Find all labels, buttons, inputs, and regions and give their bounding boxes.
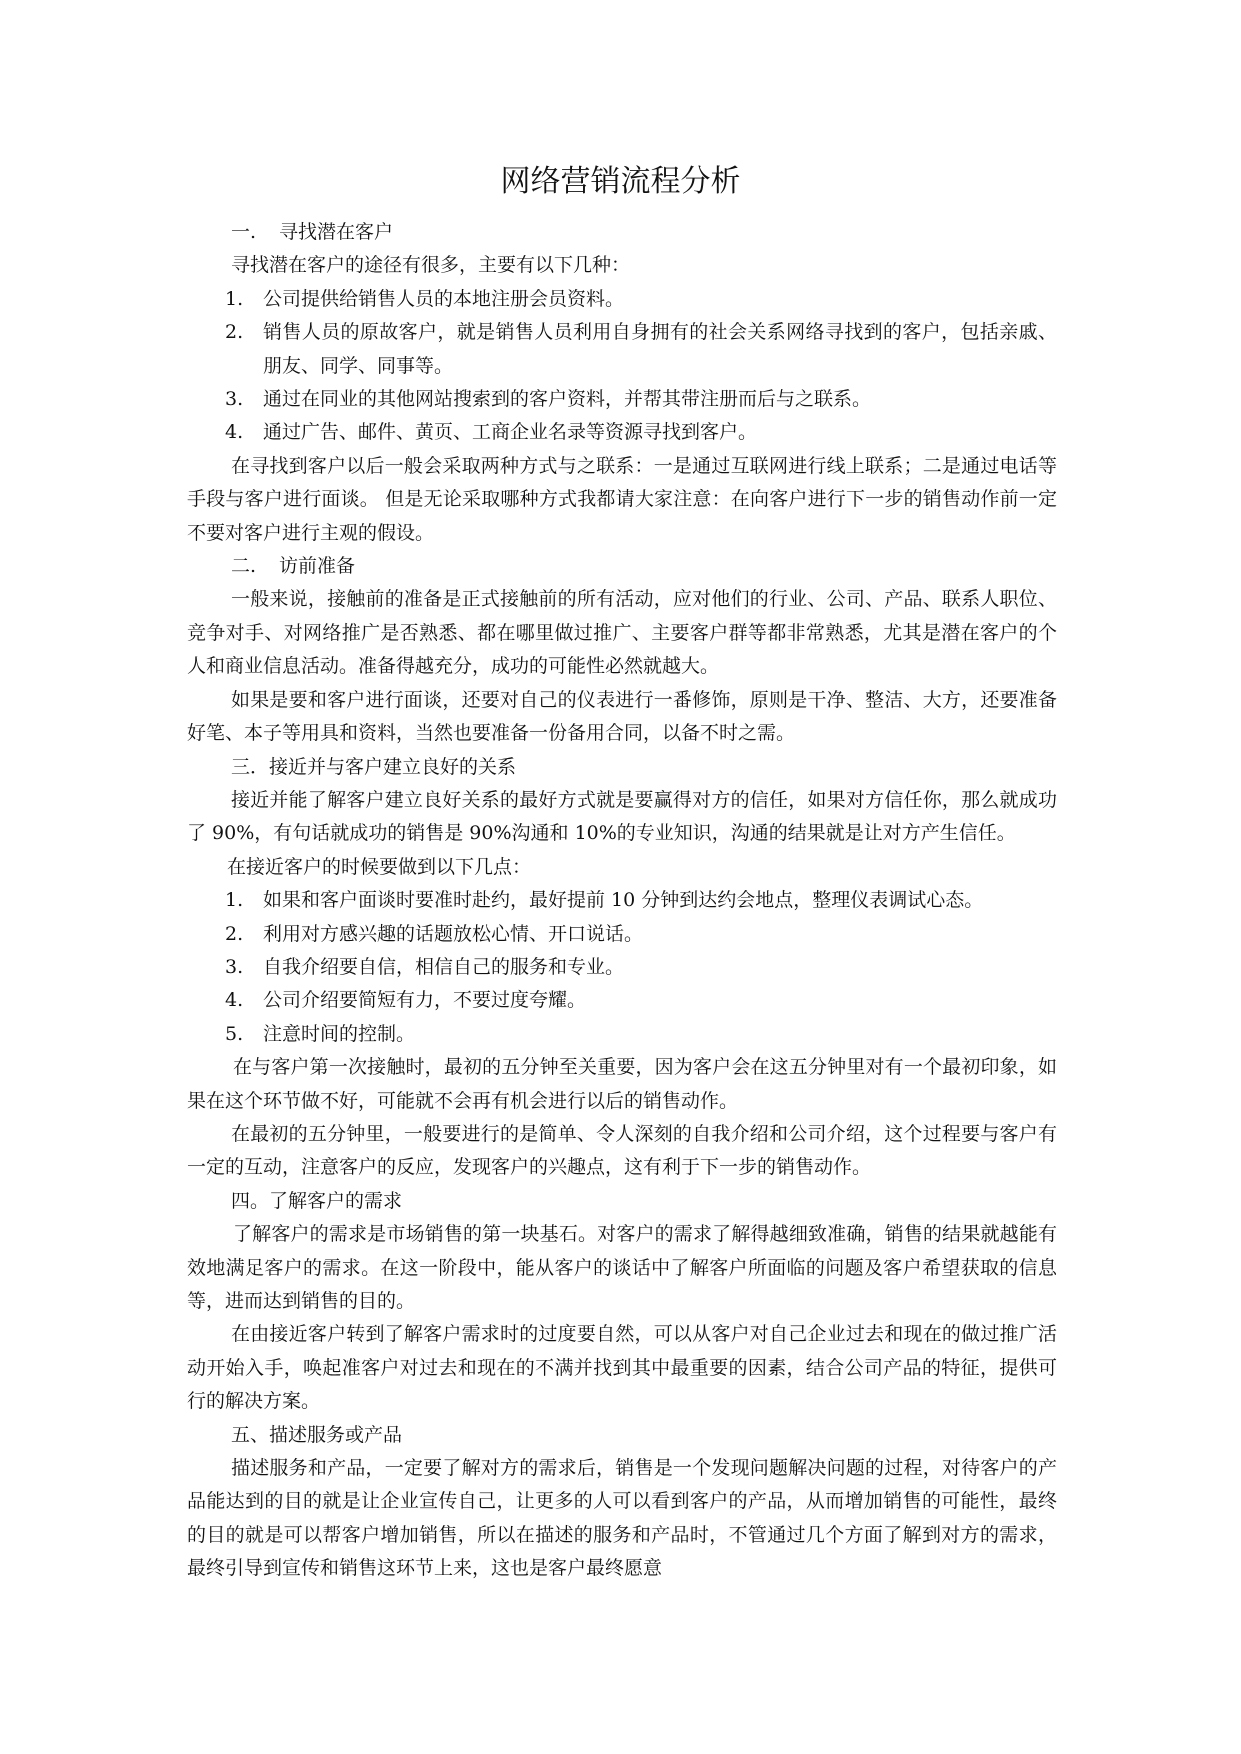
list-item-text: 注意时间的控制。: [263, 1022, 416, 1045]
section-5-heading: 五、描述服务或产品: [231, 1423, 403, 1446]
section-3-paragraph-2: 在与客户第一次接触时，最初的五分钟至关重要，因为客户会在这五分钟里对有一个最初印象，如果在这个环节做不好，可能就不会再有机会进行以后的销售动作。: [187, 1056, 1057, 1112]
list-item-number: 2.: [225, 922, 244, 945]
list-item-number: 4.: [225, 421, 244, 444]
list-item-text: 如果和客户面谈时要准时赴约，最好提前 10 分钟到达约会地点，整理仪表调试心态。: [263, 889, 984, 912]
list-item-number: 4.: [225, 989, 244, 1012]
document-title: 网络营销流程分析: [500, 164, 741, 199]
list-item-number: 1.: [225, 287, 244, 310]
list-item-number: 5.: [225, 1022, 244, 1045]
list-item-text: 自我介绍要自信，相信自己的服务和专业。: [263, 955, 625, 978]
section-1-heading: [187, 216, 1057, 249]
section-1-number: 一.: [231, 221, 257, 243]
section-2-paragraph-1: 一般来说，接触前的准备是正式接触前的所有活动，应对他们的行业、公司、产品、联系人职位、竞争对手、对网络推广是否熟悉、都在哪里做过推广、主要客户群等都非常熟悉，尤其是潜在客户的个人和商业信息活动。准备得越充分，成功的可能性必然就越大。: [187, 588, 1057, 678]
section-3-paragraph-1: 接近并能了解客户建立良好关系的最好方式就是要赢得对方的信任，如果对方信任你，那么就成功了 90%，有句话就成功的销售是 90%沟通和 10%的专业知识，沟通的结果就是让对方产生信任。: [187, 788, 1057, 845]
list-item-number: 3.: [225, 955, 244, 978]
section-1-paragraph: 在寻找到客户以后一般会采取两种方式与之联系：一是通过互联网进行线上联系；二是通过电话等手段与客户进行面谈。 但是无论采取哪种方式我都请大家注意：在向客户进行下一步的销售动作前一定不要对客户进行主观的假设。: [187, 454, 1057, 544]
section-1-title: 寻找潜在客户: [279, 221, 394, 243]
section-3-intro: 在接近客户的时候要做到以下几点：: [227, 855, 532, 878]
list-item: [187, 984, 1057, 1017]
list-item: [187, 283, 1057, 316]
section-2-paragraph-2: 如果是要和客户进行面谈，还要对自己的仪表进行一番修饰，原则是干净、整洁、大方，还要准备好笔、本子等用具和资料，当然也要准备一份备用合同，以备不时之需。: [187, 688, 1057, 745]
list-item: [187, 383, 1057, 416]
list-item-text: 公司提供给销售人员的本地注册会员资料。: [263, 287, 625, 310]
document-body: [187, 216, 1057, 1586]
list-item: [187, 951, 1057, 984]
list-item-text: 公司介绍要简短有力，不要过度夸耀。: [263, 989, 587, 1012]
list-item: [187, 416, 1057, 449]
section-5-paragraph-1: 描述服务和产品，一定要了解对方的需求后，销售是一个发现问题解决问题的过程，对待客户的产品能达到的目的就是让企业宣传自己，让更多的人可以看到客户的产品，从而增加销售的可能性，最终的目的就是可以帮客户增加销售，所以在描述的服务和产品时，不管通过几个方面了解到对方的需求，最终引导到宣传和销售这环节上来，这也是客户最终愿意: [187, 1457, 1057, 1580]
list-item-text: 销售人员的原故客户，就是销售人员利用自身拥有的社会关系网络寻找到的客户，包括亲戚、朋友、同学、同事等。: [263, 321, 1057, 377]
list-item-text: 通过在同业的其他网站搜索到的客户资料，并帮其带注册而后与之联系。: [263, 388, 872, 411]
section-2-number: 二.: [231, 555, 257, 578]
list-item: [187, 884, 1057, 917]
section-3-heading: 三．接近并与客户建立良好的关系: [231, 755, 517, 778]
list-item: [187, 316, 1057, 383]
section-2-heading: [187, 550, 1057, 583]
list-item-number: 2.: [225, 321, 244, 344]
section-1-intro: 寻找潜在客户的途径有很多，主要有以下几种：: [231, 254, 631, 277]
list-item-text: 利用对方感兴趣的话题放松心情、开口说话。: [263, 922, 644, 945]
list-item: [187, 918, 1057, 951]
section-4-paragraph-2: 在由接近客户转到了解客户需求时的过度要自然，可以从客户对自己企业过去和现在的做过推广活动开始入手，唤起准客户对过去和现在的不满并找到其中最重要的因素，结合公司产品的特征，提供可行的解决方案。: [187, 1323, 1057, 1413]
list-item: [187, 1018, 1057, 1051]
section-2-title: 访前准备: [279, 555, 356, 578]
list-item-number: 1.: [225, 889, 244, 912]
section-4-paragraph-1: 了解客户的需求是市场销售的第一块基石。对客户的需求了解得越细致准确，销售的结果就越能有效地满足客户的需求。在这一阶段中，能从客户的谈话中了解客户所面临的问题及客户希望获取的信息等，进而达到销售的目的。: [187, 1223, 1057, 1312]
list-item-number: 3.: [225, 388, 244, 411]
section-4-heading: 四。了解客户的需求: [231, 1189, 403, 1212]
section-3-paragraph-3: 在最初的五分钟里，一般要进行的是简单、令人深刻的自我介绍和公司介绍，这个过程要与客户有一定的互动，注意客户的反应，发现客户的兴趣点，这有利于下一步的销售动作。: [187, 1122, 1057, 1179]
list-item-text: 通过广告、邮件、黄页、工商企业名录等资源寻找到客户。: [263, 421, 758, 444]
